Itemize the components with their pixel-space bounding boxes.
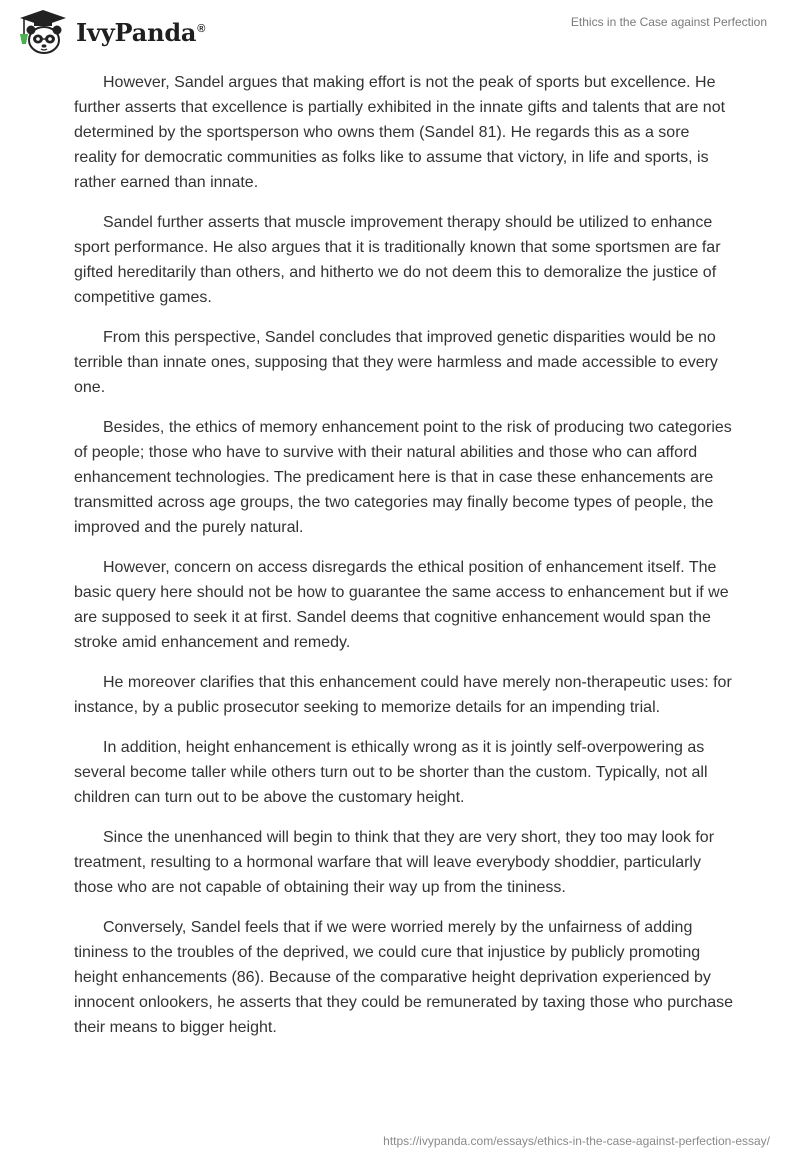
paragraph: Since the unenhanced will begin to think that they are very short, they too may look for treatment, resulting to a hormonal warfare that will leave everybody shoddier, particularly those who are not capable of obtaining their way up from the tininess. bbox=[74, 829, 715, 896]
brand-name bbox=[76, 18, 205, 47]
paragraph: Sandel further asserts that muscle improvement therapy should be utilized to enhance sport performance. He also argues that it is traditionally known that some sportsmen are far gifted hereditarily than others, and hitherto we do not deem this to demoralize the justice of competitive games. bbox=[74, 214, 721, 306]
panda-graduate-icon bbox=[14, 8, 72, 56]
ivypanda-logo[interactable] bbox=[14, 8, 205, 56]
page-header bbox=[0, 0, 800, 64]
registered-mark: ® bbox=[197, 22, 206, 35]
paragraph: However, Sandel argues that making effort is not the peak of sports but excellence. He further asserts that excellence is partially exhibited in the innate gifts and talents that are not determined by the sportsperson who owns them (Sandel 81). He regards this as a sore reality for democratic communities as folks like to assume that victory, in life and sports, is rather earned than innate. bbox=[74, 74, 726, 191]
paragraph: Besides, the ethics of memory enhancement point to the risk of producing two categories of people; those who have to survive with their natural abilities and those who can afford enhancement technologies. The predicament here is that in case these enhancements are transmitted across age groups, the two categories may finally become types of people, the improved and the purely natural. bbox=[74, 419, 732, 536]
paragraph: He moreover clarifies that this enhancement could have merely non-therapeutic uses: for instance, by a public prosecutor seeking to memorize details for an impending trial. bbox=[74, 674, 732, 716]
paragraph: However, concern on access disregards the ethical position of enhancement itself. The basic query here should not be how to guarantee the same access to enhancement but if we are supposed to seek it at first. Sandel deems that cognitive enhancement would span the stroke amid enhancement and remedy. bbox=[74, 559, 729, 651]
source-url[interactable]: https://ivypanda.com/essays/ethics-in-the-case-against-perfection-essay/ bbox=[383, 1134, 770, 1148]
paragraph: From this perspective, Sandel concludes that improved genetic disparities would be no terrible than innate ones, supposing that they were harmless and made accessible to every one. bbox=[74, 329, 718, 396]
paragraph: Conversely, Sandel feels that if we were worried merely by the unfairness of adding tininess to the troubles of the deprived, we could cure that injustice by publicly promoting height enhancements (86). Because of the comparative height deprivation experienced by innocent onlookers, he asserts that they could be remunerated by taxing those who purchase their means to bigger height. bbox=[74, 919, 734, 1036]
brand-text: IvyPanda bbox=[76, 17, 197, 47]
document-title: Ethics in the Case against Perfection bbox=[570, 15, 767, 29]
paragraph: In addition, height enhancement is ethically wrong as it is jointly self-overpowering as several become taller while others turn out to be shorter than the custom. Typically, not all children can turn out to be above the customary height. bbox=[74, 739, 708, 806]
essay-body bbox=[74, 70, 734, 1055]
